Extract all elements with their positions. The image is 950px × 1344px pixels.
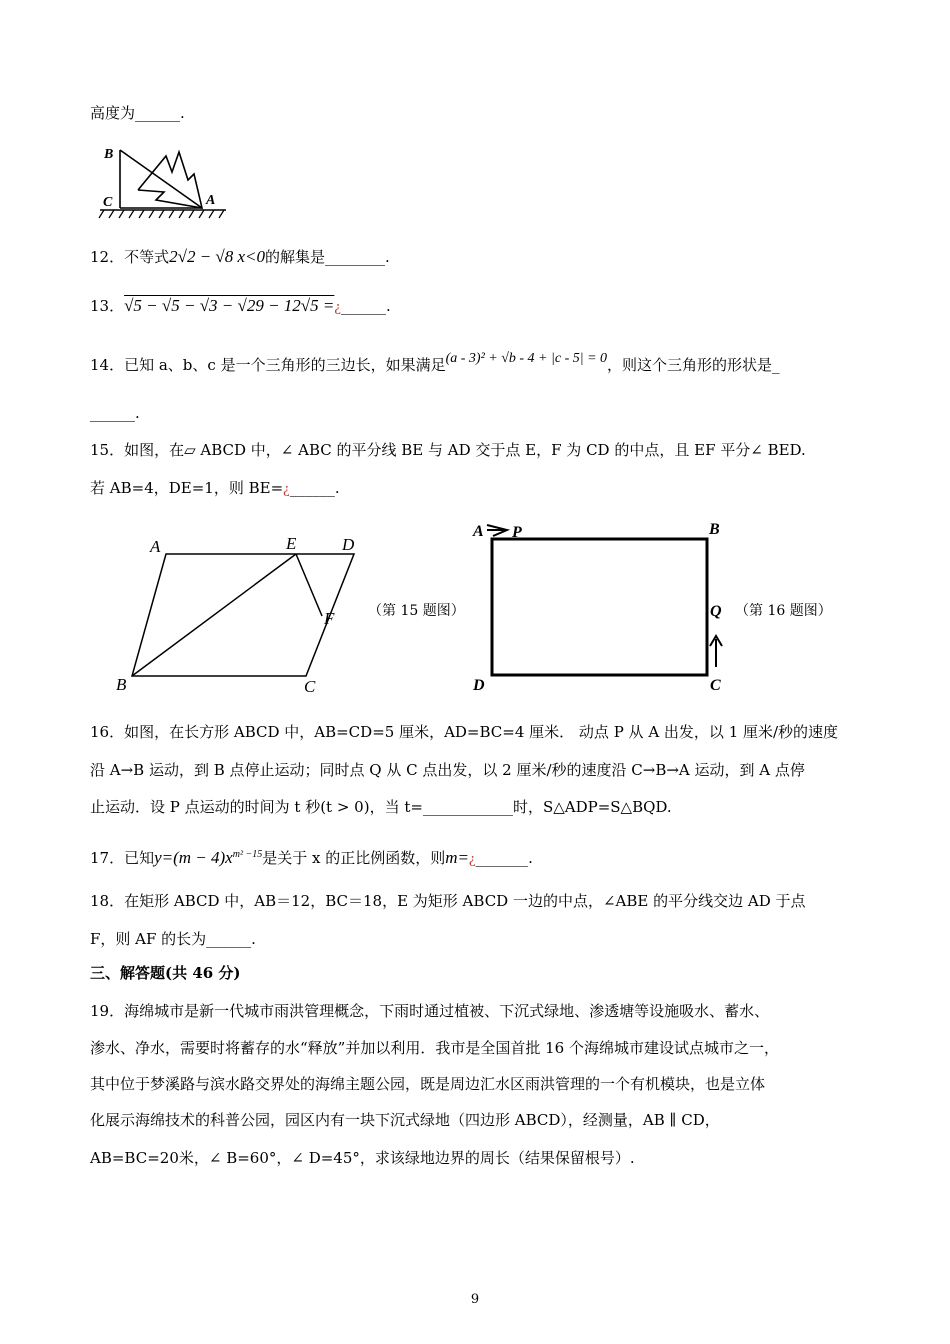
question-19-line5: AB=BC=20米，∠ B=60°，∠ D=45°，求该绿地边界的周长（结果保留根号）. xyxy=(90,1149,635,1167)
fig15-label-f: F xyxy=(324,609,335,628)
question-19-line3: 其中位于梦溪路与滨水路交界处的海绵主题公园，既是周边汇水区雨洪管理的一个有机模块，也是立体 xyxy=(90,1075,766,1093)
question-16-line1: 16．如图，在长方形 ABCD 中，AB=CD=5 厘米，AD=BC=4 厘米． 动点 P 从 A 出发，以 1 厘米/秒的速度 xyxy=(90,723,839,741)
fig15-label-b: B xyxy=(116,675,127,694)
fig16-label-q: Q xyxy=(710,603,722,620)
question-13: 13．√5 − √5 − √3 − √29 − 12√5 =¿______. xyxy=(90,296,391,315)
figure-15 xyxy=(110,528,370,698)
fig15-caption: （第 15 题图） xyxy=(368,603,465,619)
figure-11 xyxy=(96,140,236,225)
question-12: 12．不等式2√2 − √8 x<0的解集是________. xyxy=(90,247,390,266)
fig15-label-d: D xyxy=(342,535,355,554)
question-15-line2: 若 AB=4，DE=1，则 BE=¿______. xyxy=(90,479,340,497)
question-14-line2: ______. xyxy=(90,404,140,422)
question-19-line2: 渗水、净水，需要时将蓄存的水“释放”并加以利用．我市是全国首批 16 个海绵城市建设试点城市之一， xyxy=(90,1039,779,1057)
question-19-line1: 19．海绵城市是新一代城市雨洪管理概念，下雨时通过植被、下沉式绿地、渗透塘等设施吸水、蓄水、 xyxy=(90,1002,770,1020)
fig11-label-a: A xyxy=(206,193,216,208)
fig16-label-b: B xyxy=(709,521,720,538)
question-16-line2: 沿 A→B 运动，到 B 点停止运动；同时点 Q 从 C 点出发，以 2 厘米/秒的速度沿 C→B→A 运动，到 A 点停 xyxy=(90,761,805,779)
question-16-line3: 止运动．设 P 点运动的时间为 t 秒(t > 0)，当 t=____________时，S△ADP=S△BQD. xyxy=(90,798,672,816)
question-18-line1: 18．在矩形 ABCD 中，AB＝12，BC＝18，E 为矩形 ABCD 一边的中点，∠ABE 的平分线交边 AD 于点 xyxy=(90,892,806,910)
figure-16 xyxy=(465,512,740,697)
fig16-caption: （第 16 题图） xyxy=(735,603,832,619)
fig16-label-p: P xyxy=(512,524,522,541)
question-15-line1: 15．如图，在▱ ABCD 中，∠ ABC 的平分线 BE 与 AD 交于点 E，F 为 CD 的中点，且 EF 平分∠ BED. xyxy=(90,441,806,459)
section-3-heading: 三、解答题(共 46 分) xyxy=(90,964,241,982)
page-number: 9 xyxy=(470,1292,480,1307)
fig16-label-d: D xyxy=(473,677,485,694)
fig15-label-c: C xyxy=(304,677,316,696)
fig16-label-c: C xyxy=(710,677,721,694)
fig11-label-c: C xyxy=(103,195,113,210)
question-17: 17．已知$y=(m - 4)x^{m^2 -15}$是关于 x 的正比例函数，则m=¿_______. xyxy=(90,848,533,867)
fig15-label-e: E xyxy=(286,534,297,553)
fig15-label-a: A xyxy=(150,537,161,556)
question-18-line2: F，则 AF 的长为______. xyxy=(90,930,256,948)
q11-tail: 高度为______. xyxy=(90,104,185,122)
question-19-line4: 化展示海绵技术的科普公园，园区内有一块下沉式绿地（四边形 ABCD），经测量，AB ∥ CD， xyxy=(90,1111,720,1129)
fig11-label-b: B xyxy=(104,147,114,162)
question-14: 14．已知 a、b、c 是一个三角形的三边长，如果满足(a - 3)² + √b - 4 + |c - 5| = 0，则这个三角形的形状是_ xyxy=(90,351,780,374)
fig16-label-a: A xyxy=(473,523,484,540)
